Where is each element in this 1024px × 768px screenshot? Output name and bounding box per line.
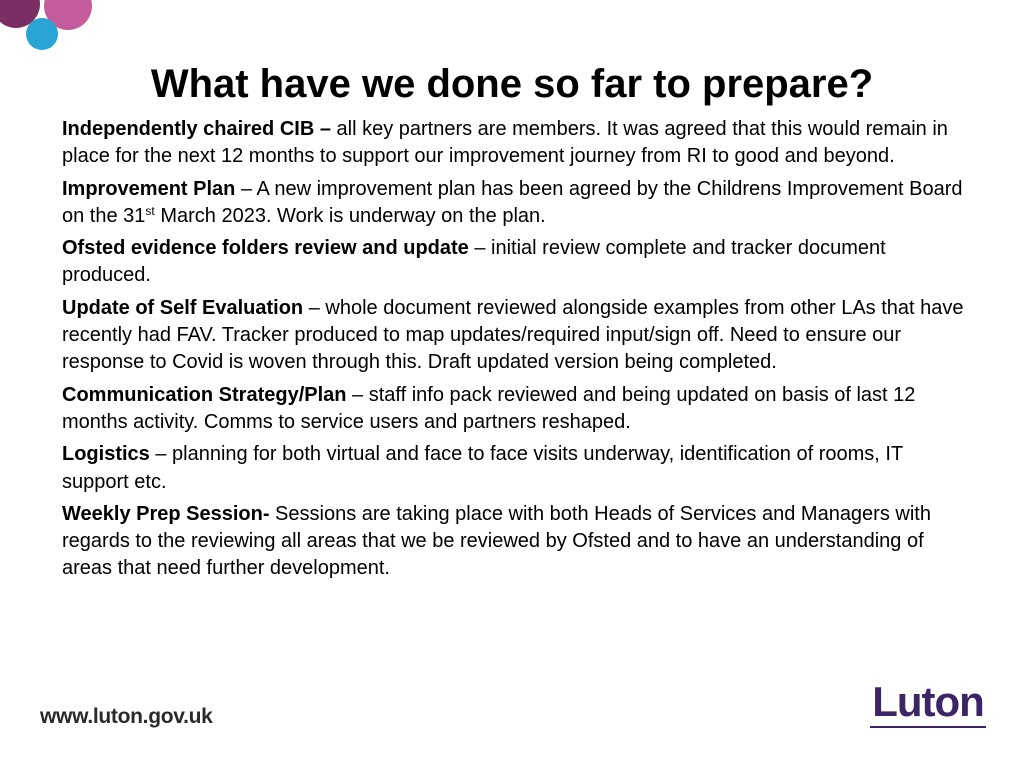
slide-title: What have we done so far to prepare? xyxy=(150,62,874,106)
footer-website-url: www.luton.gov.uk xyxy=(40,705,213,728)
item-body: – A new improvement plan has been agreed by the Childrens Improvement Board on the 31 xyxy=(62,177,963,227)
item-logistics xyxy=(62,441,972,496)
corner-circles-logo xyxy=(0,0,100,56)
cyan-circle xyxy=(26,18,58,50)
item-independently-chaired-cib xyxy=(62,116,972,171)
item-body-cont: March 2023. Work is underway on the plan. xyxy=(154,204,546,227)
brand-underline xyxy=(870,726,986,728)
item-ofsted-evidence-folders xyxy=(62,235,972,290)
item-body: – planning for both virtual and face to face visits underway, identification of rooms, IT support etc. xyxy=(62,443,903,493)
item-body: – initial review complete and tracker document produced. xyxy=(62,237,886,287)
item-heading: Weekly Prep Session- xyxy=(62,502,270,525)
ordinal-suffix: st xyxy=(145,203,155,218)
item-weekly-prep-session xyxy=(62,501,972,583)
item-heading: Logistics xyxy=(62,443,150,466)
item-communication-strategy xyxy=(62,382,972,437)
item-heading: Ofsted evidence folders review and update xyxy=(62,237,469,260)
luton-brand-logo xyxy=(870,680,986,728)
item-body: – whole document reviewed alongside examples from other LAs that have recently had FAV. Tracker produced to map updates/required input/sign off. Need to ensure our response to Covid is woven through this. Draft updated version being completed. xyxy=(62,296,964,374)
brand-wordmark: Luton xyxy=(872,678,984,725)
item-improvement-plan xyxy=(62,176,972,231)
item-self-evaluation xyxy=(62,295,972,377)
slide-content xyxy=(62,116,972,588)
item-heading: Independently chaired CIB – xyxy=(62,118,331,140)
item-body: – staff info pack reviewed and being updated on basis of last 12 months activity. Comms to service users and partners reshaped. xyxy=(62,383,916,433)
item-body: all key partners are members. It was agreed that this would remain in place for the next 12 months to support our improvement journey from RI to good and beyond. xyxy=(62,118,948,168)
item-body: Sessions are taking place with both Heads of Services and Managers with regards to the reviewing all areas that we be reviewed by Ofsted and to have an understanding of areas that need further development. xyxy=(62,502,931,580)
item-heading: Update of Self Evaluation xyxy=(62,296,304,319)
item-heading: Communication Strategy/Plan xyxy=(62,383,347,406)
item-heading: Improvement Plan xyxy=(62,177,236,200)
